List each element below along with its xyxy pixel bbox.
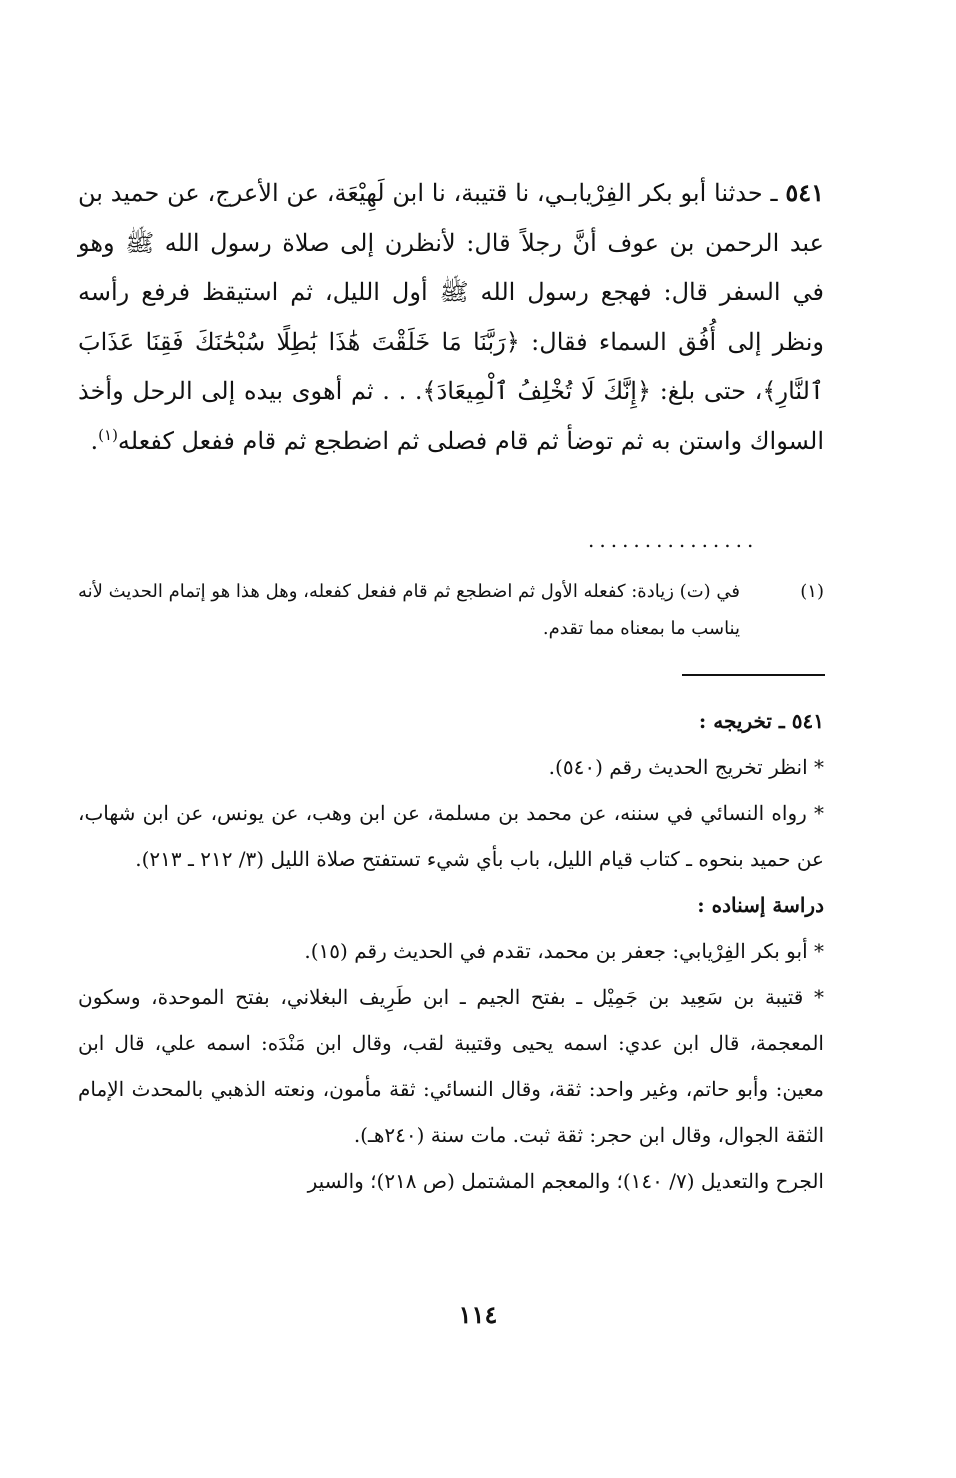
page-number: ١١٤ (458, 1300, 498, 1329)
hadith-body: حدثنا أبو بكر الفِرْيابـي، نا قتيبة، نا ابن لَهِيْعَة، عن الأعرج، عن حميد بن عبد الرحمن بن عوف أنَّ رجلاً قال: لأنظرن إلى صلاة رسول الله ﷺ وهو في السفر قال: فهجع رسول الله ﷺ أول الليل، ثم استيقظ فرفع رأسه ونظر إلى أُفُق السماء فقال: ﴿رَبَّنَا مَا خَلَقْتَ هَٰذَا بَٰطِلًا سُبْحَٰنَكَ فَقِنَا عَذَابَ ٱلنَّارِ﴾، حتى بلغ: ﴿إِنَّكَ لَا تُخْلِفُ ٱلْمِيعَادَ﴾. . . ثم أهوى بيده إلى الرحل وأخذ السواك واستن به ثم توضأ ثم قام فصلى ثم اضطجع ثم قام ففعل كفعله (78, 179, 824, 455)
hadith-text-block (78, 168, 824, 466)
takhrij-item: * انظر تخريج الحديث رقم (٥٤٠). (548, 755, 824, 779)
isnad-item: * أبو بكر الفِرْيابي: جعفر بن محمد، تقدم في الحديث رقم (١٥). (304, 939, 824, 963)
hadith-separator: ـ (770, 179, 778, 207)
dotted-separator: ............... (588, 530, 759, 550)
takhrij-number: ٥٤١ (791, 709, 824, 733)
isnad-item: * قتيبة بن سَعِيد بن جَمِيْل ـ بفتح الجيم ـ ابن طَرِيف البغلاني، بفتح الموحدة، وسكون المعجمة، قال ابن عدي: اسمه يحيى وقتيبة لقب، وقال ابن مَنْدَه: اسمه علي، قال ابن معين: وأبو حاتم، وغير واحد: ثقة، وقال النسائي: ثقة مأمون، ونعته الذهبي بالمحدث الإمام الثقة الجوال، وقال ابن حجر: ثقة ثبت. مات سنة (٢٤٠هـ). (78, 985, 824, 1147)
footnote (78, 573, 824, 647)
footnote-marker: (١) (98, 425, 118, 444)
hadith-end: . (90, 426, 99, 455)
section-divider (682, 674, 825, 676)
takhrij-section (78, 698, 824, 1204)
footnote-text: في (ت) زيادة: كفعله الأول ثم اضطجع ثم قام ففعل كفعله، وهل هذا هو إتمام الحديث لأنه يناسب ما بمعناه مما تقدم. (78, 581, 740, 639)
isnad-heading: دراسة إسناده : (697, 893, 824, 917)
takhrij-title: ـ تخريجه : (698, 709, 785, 733)
takhrij-heading (78, 698, 824, 744)
hadith-number: ٥٤١ (785, 178, 824, 207)
isnad-item: الجرح والتعديل (٧/ ١٤٠)؛ والمعجم المشتمل (ص ٢١٨)؛ والسير (307, 1169, 824, 1193)
footnote-number: (١) (800, 581, 824, 602)
takhrij-item: * رواه النسائي في سننه، عن محمد بن مسلمة، عن ابن وهب، عن يونس، عن ابن شهاب، عن حميد بنحوه ـ كتاب قيام الليل، باب بأي شيء تستفتح صلاة الليل (٣/ ٢١٢ ـ ٢١٣). (78, 801, 824, 871)
